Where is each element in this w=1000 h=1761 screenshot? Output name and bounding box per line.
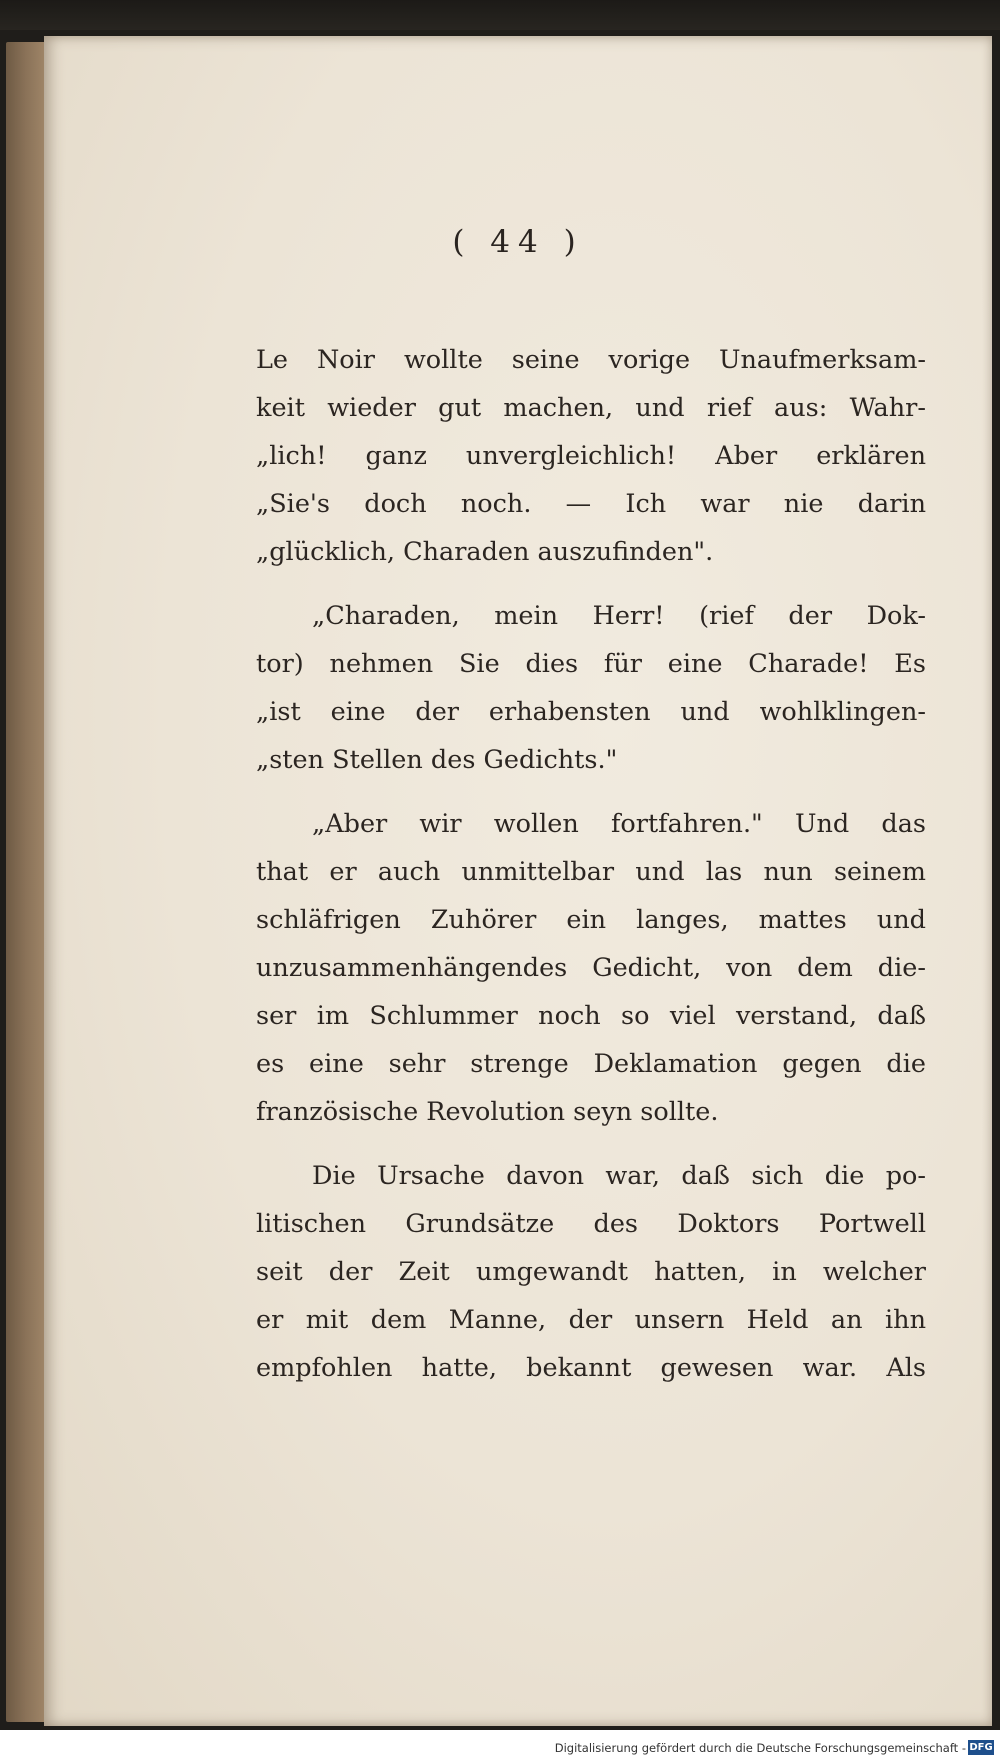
text-line: „sten Stellen des Gedichts." bbox=[256, 745, 618, 775]
text-line: „ist eine der erhabensten und wohlklingen- bbox=[256, 697, 926, 727]
dfg-logo: DFG bbox=[969, 1742, 993, 1753]
text-line: Le Noir wollte seine vorige Unaufmerksam- bbox=[256, 345, 926, 375]
text-line: that er auch unmittelbar und las nun seinem bbox=[256, 857, 926, 887]
book-page bbox=[44, 36, 992, 1726]
text-line: „glücklich, Charaden auszufinden". bbox=[256, 537, 714, 567]
text-line: unzusammenhängendes Gedicht, von dem die- bbox=[256, 953, 926, 983]
text-line: Die Ursache davon war, daß sich die po- bbox=[312, 1161, 926, 1191]
text-line: „Aber wir wollen fortfahren." Und das bbox=[312, 809, 926, 839]
text-line: seit der Zeit umgewandt hatten, in welcher bbox=[256, 1257, 926, 1287]
text-line: tor) nehmen Sie dies für eine Charade! Es bbox=[256, 649, 926, 679]
paragraph-2 bbox=[256, 592, 926, 784]
text-line: empfohlen hatte, bekannt gewesen war. Als bbox=[256, 1353, 926, 1383]
page-number: ( 44 ) bbox=[452, 224, 584, 260]
text-line: schläfrigen Zuhörer ein langes, mattes und bbox=[256, 905, 926, 935]
paragraph-4 bbox=[256, 1152, 926, 1392]
text-line: französische Revolution seyn sollte. bbox=[256, 1097, 719, 1127]
paragraph-3 bbox=[256, 800, 926, 1136]
text-line: keit wieder gut machen, und rief aus: Wahr- bbox=[256, 393, 926, 423]
text-line: litischen Grundsätze des Doktors Portwell bbox=[256, 1209, 926, 1239]
body-text bbox=[256, 336, 926, 1392]
text-line: „lich! ganz unvergleichlich! Aber erklären bbox=[256, 441, 926, 471]
footer-credit: Digitalisierung gefördert durch die Deutsche Forschungsgemeinschaft - bbox=[554, 1741, 966, 1755]
text-line: „Charaden, mein Herr! (rief der Dok- bbox=[312, 601, 926, 631]
text-line: es eine sehr strenge Deklamation gegen die bbox=[256, 1049, 926, 1079]
text-line: er mit dem Manne, der unsern Held an ihn bbox=[256, 1305, 926, 1335]
paragraph-1 bbox=[256, 336, 926, 576]
text-line: „Sie's doch noch. — Ich war nie darin bbox=[256, 489, 926, 519]
text-line: ser im Schlummer noch so viel verstand, daß bbox=[256, 1001, 926, 1031]
